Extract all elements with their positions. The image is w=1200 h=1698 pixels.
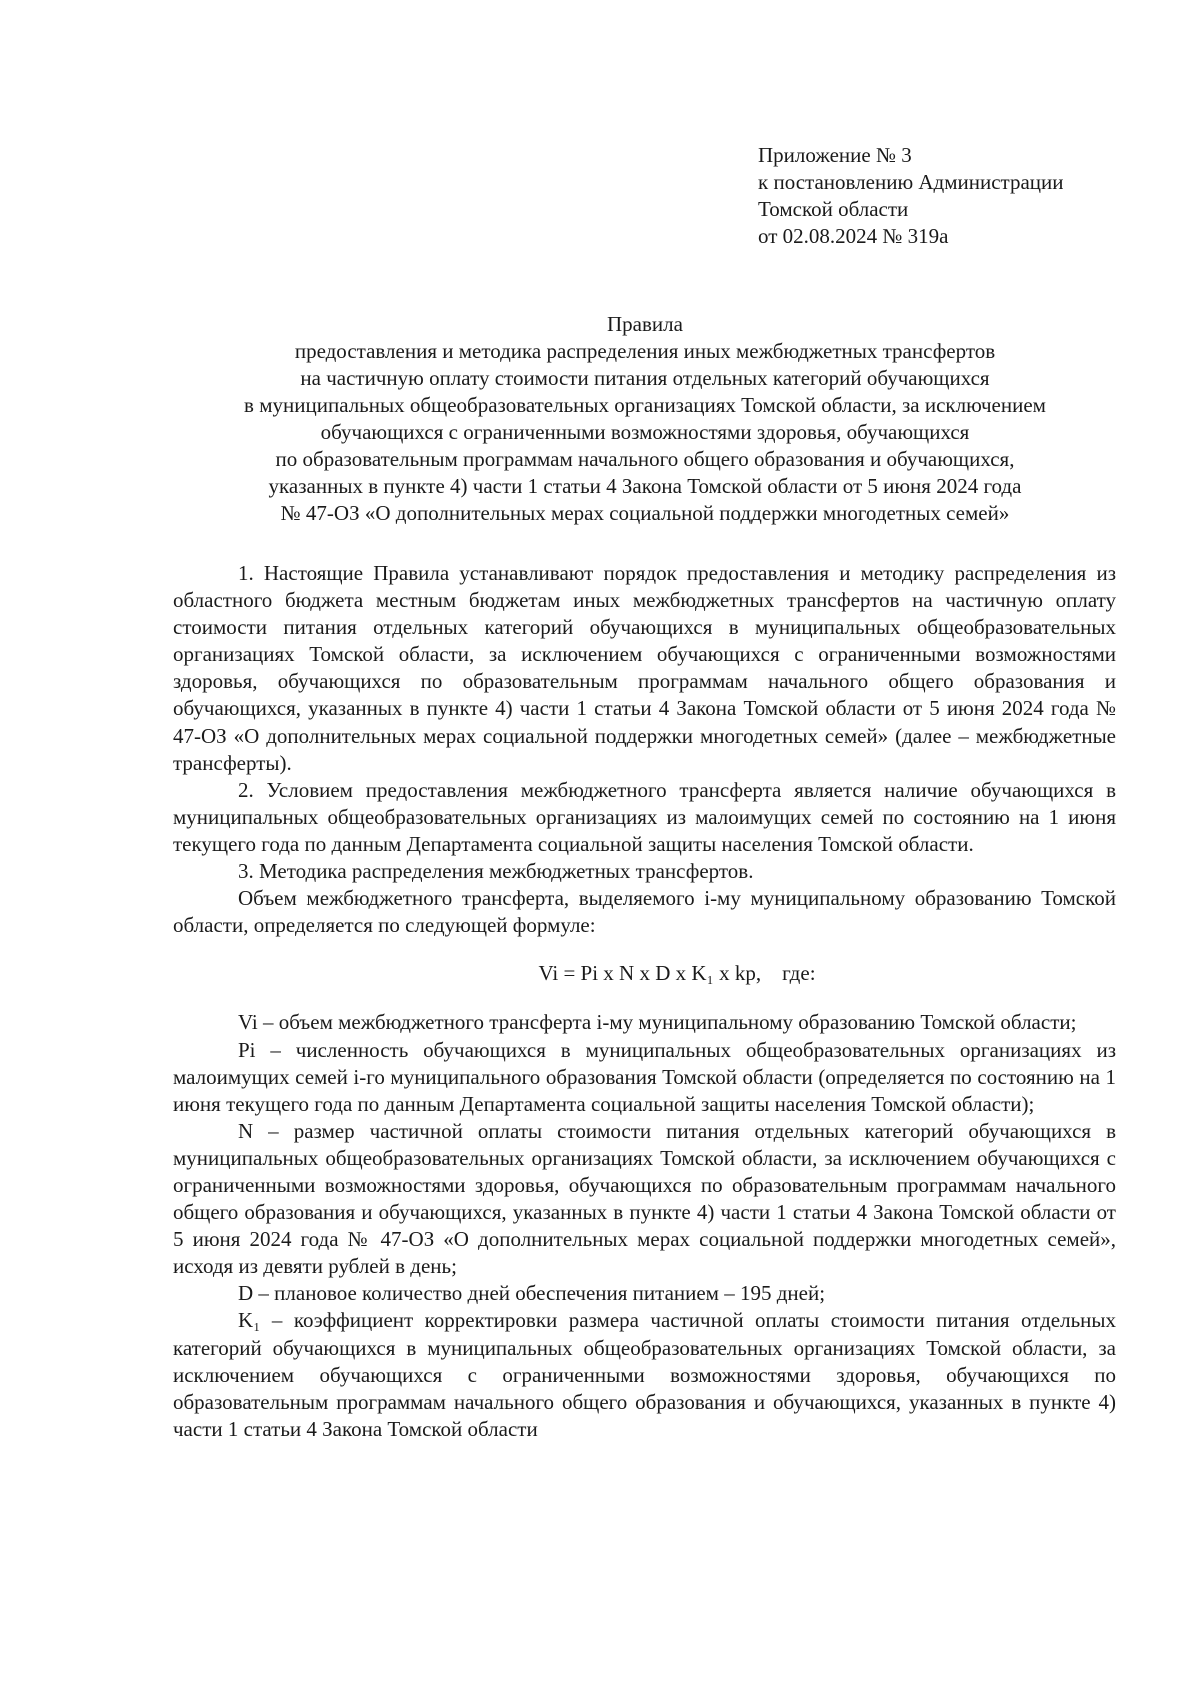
definition-k1: K₁ – коэффициент корректировки размера частичной оплаты стоимости питания отдельных категорий обучающихся в муниципальных общеобразовательных организациях Томской области, за исключением обучающихся с ограниченными возможностями здоровья, обучающихся по образовательным программам начального общего образования и обучающихся, указанных в пункте 4) части 1 статьи 4 Закона Томской области [173, 1308, 1116, 1441]
definition-pi: Pi – численность обучающихся в муниципальных общеобразовательных организациях из малоимущих семей i-го муниципального образования Томской области (определяется по состоянию на 1 июня текущего года по данным Департамента социальной защиты населения Томской области); [173, 1037, 1116, 1116]
appendix-region: Томской области [758, 197, 909, 221]
appendix-resolution: к постановлению Администрации [758, 170, 1064, 194]
appendix-header [758, 142, 1178, 250]
title-line: предоставления и методика распределения иных межбюджетных трансфертов [294, 339, 996, 363]
title-line: обучающихся с ограниченными возможностями здоровья, обучающихся [320, 420, 970, 444]
title-heading: Правила [607, 312, 683, 336]
appendix-date-number: от 02.08.2024 № 319а [758, 224, 949, 248]
paragraph-3: 3. Методика распределения межбюджетных трансфертов. [238, 859, 754, 884]
title-line: на частичную оплату стоимости питания отдельных категорий обучающихся [300, 366, 990, 390]
title-line: № 47-ОЗ «О дополнительных мерах социальной поддержки многодетных семей» [280, 501, 1010, 525]
title-line: в муниципальных общеобразовательных организациях Томской области, за исключением [244, 393, 1046, 417]
appendix-number: Приложение № 3 [758, 143, 912, 167]
definition-d: D – плановое количество дней обеспечения питанием – 195 дней; [238, 1281, 826, 1306]
document-title [150, 311, 1140, 527]
definition-vi: Vi – объем межбюджетного трансферта i-му муниципальному образованию Томской области; [238, 1010, 1077, 1035]
title-line: по образовательным программам начального общего образования и обучающихся, [275, 447, 1015, 471]
paragraph-volume: Объем межбюджетного трансферта, выделяемого i-му муниципальному образованию Томской области, определяется по следующей формуле: [173, 886, 1116, 938]
title-line: указанных в пункте 4) части 1 статьи 4 Закона Томской области от 5 июня 2024 года [268, 474, 1022, 498]
document-body [173, 560, 1116, 1443]
formula: Vi = Pi x N x D x K₁ x kp, где: [538, 961, 816, 986]
definition-n: N – размер частичной оплаты стоимости питания отдельных категорий обучающихся в муниципальных общеобразовательных организациях Томской области, за исключением обучающихся с ограниченными возможностями здоровья, обучающихся по образовательным программам начального общего образования и обучающихся, указанных в пункте 4) части 1 статьи 4 Закона Томской области от 5 июня 2024 года № 47-ОЗ «О дополнительных мерах социальной поддержки многодетных семей», исходя из девяти рублей в день; [173, 1118, 1116, 1279]
paragraph-1: 1. Настоящие Правила устанавливают порядок предоставления и методику распределения из областного бюджета местным бюджетам иных межбюджетных трансфертов на частичную оплату стоимости питания отдельных категорий обучающихся в муниципальных общеобразовательных организациях Томской области, за исключением обучающихся с ограниченными возможностями здоровья, обучающихся по образовательным программам начального общего образования и обучающихся, указанных в пункте 4) части 1 статьи 4 Закона Томской области от 5 июня 2024 года № 47-ОЗ «О дополнительных мерах социальной поддержки многодетных семей» (далее – межбюджетные трансферты). [173, 561, 1116, 775]
paragraph-2: 2. Условием предоставления межбюджетного трансферта является наличие обучающихся в муниципальных общеобразовательных организациях из малоимущих семей по состоянию на 1 июня текущего года по данным Департамента социальной защиты населения Томской области. [173, 777, 1116, 856]
